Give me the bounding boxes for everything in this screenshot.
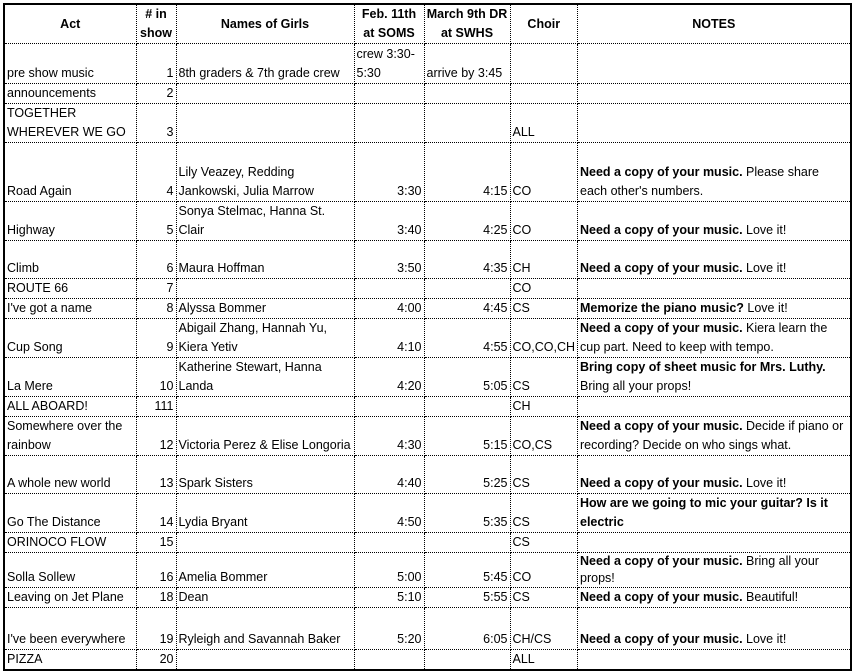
cell-names[interactable]	[176, 650, 354, 671]
cell-notes[interactable]	[578, 44, 851, 84]
cell-notes[interactable]	[578, 358, 851, 397]
cell-feb[interactable]	[354, 533, 424, 553]
cell-notes[interactable]	[578, 241, 851, 279]
cell-act[interactable]: PIZZA	[4, 650, 136, 671]
cell-num[interactable]: 16	[136, 553, 176, 588]
cell-march[interactable]	[424, 279, 510, 299]
table-row	[4, 319, 851, 358]
cell-notes[interactable]	[578, 104, 851, 143]
cell-notes[interactable]	[578, 494, 851, 533]
notes-bold: Memorize the piano music?	[580, 301, 744, 315]
cell-notes[interactable]	[578, 417, 851, 456]
cell-act[interactable]: TOGETHER WHEREVER WE GO	[4, 104, 136, 143]
cell-act[interactable]: Go The Distance	[4, 494, 136, 533]
cell-feb[interactable]: 3:30	[354, 143, 424, 202]
cell-num[interactable]: 7	[136, 279, 176, 299]
cell-names[interactable]	[176, 104, 354, 143]
table-row	[4, 553, 851, 588]
cell-names[interactable]: Katherine Stewart, Hanna Landa	[176, 358, 354, 397]
cell-names[interactable]: Lydia Bryant	[176, 494, 354, 533]
cell-act[interactable]: Climb	[4, 241, 136, 279]
cell-march[interactable]: 4:55	[424, 319, 510, 358]
cell-names[interactable]: Lily Veazey, Redding Jankowski, Julia Marrow	[176, 143, 354, 202]
cell-num[interactable]: 3	[136, 104, 176, 143]
cell-names[interactable]	[176, 533, 354, 553]
cell-march[interactable]: 4:15	[424, 143, 510, 202]
cell-act[interactable]: A whole new world	[4, 456, 136, 494]
cell-notes[interactable]	[578, 84, 851, 104]
cell-names[interactable]: Abigail Zhang, Hannah Yu, Kiera Yetiv	[176, 319, 354, 358]
cell-notes[interactable]	[578, 533, 851, 553]
cell-choir[interactable]: CS	[510, 533, 578, 553]
cell-feb[interactable]: 5:20	[354, 608, 424, 650]
cell-names[interactable]: Victoria Perez & Elise Longoria	[176, 417, 354, 456]
cell-act[interactable]: Leaving on Jet Plane	[4, 588, 136, 608]
cell-num[interactable]: 15	[136, 533, 176, 553]
notes-bold: Need a copy of your music.	[580, 590, 743, 604]
cell-names[interactable]: 8th graders & 7th grade crew	[176, 44, 354, 84]
cell-march[interactable]	[424, 650, 510, 671]
notes-bold: Need a copy of your music.	[580, 261, 743, 275]
cell-num[interactable]: 13	[136, 456, 176, 494]
cell-feb[interactable]	[354, 84, 424, 104]
schedule-table	[3, 3, 852, 671]
cell-notes[interactable]	[578, 608, 851, 650]
cell-choir[interactable]: CS	[510, 456, 578, 494]
cell-act[interactable]: Cup Song	[4, 319, 136, 358]
notes-bold: Need a copy of your music.	[580, 223, 743, 237]
cell-notes[interactable]	[578, 588, 851, 608]
cell-notes[interactable]	[578, 202, 851, 241]
notes-bold: Need a copy of your music.	[580, 632, 743, 646]
cell-march[interactable]	[424, 533, 510, 553]
cell-names[interactable]: Dean	[176, 588, 354, 608]
cell-march[interactable]	[424, 104, 510, 143]
cell-num[interactable]: 10	[136, 358, 176, 397]
cell-act[interactable]: Somewhere over the rainbow	[4, 417, 136, 456]
table-row	[4, 84, 851, 104]
cell-feb[interactable]: 4:10	[354, 319, 424, 358]
cell-feb[interactable]: 3:50	[354, 241, 424, 279]
cell-names[interactable]	[176, 397, 354, 417]
cell-feb[interactable]: 5:00	[354, 553, 424, 588]
cell-num[interactable]: 12	[136, 417, 176, 456]
header-row	[4, 4, 851, 44]
notes-bold: Need a copy of your music.	[580, 165, 743, 179]
cell-choir[interactable]: CS	[510, 358, 578, 397]
cell-march[interactable]	[424, 397, 510, 417]
cell-feb[interactable]: 5:10	[354, 588, 424, 608]
cell-choir[interactable]: CH/CS	[510, 608, 578, 650]
table-row	[4, 456, 851, 494]
notes-text: Kiera learn the cup part. Need to keep with tempo.	[580, 321, 828, 354]
cell-num[interactable]: 18	[136, 588, 176, 608]
cell-choir[interactable]: ALL	[510, 104, 578, 143]
cell-notes[interactable]	[578, 650, 851, 671]
cell-act[interactable]: La Mere	[4, 358, 136, 397]
cell-act[interactable]: ALL ABOARD!	[4, 397, 136, 417]
notes-bold: How are we going to mic your guitar? Is it electric	[580, 496, 828, 529]
notes-bold: Bring copy of sheet music for Mrs. Luthy.	[580, 360, 826, 374]
cell-num[interactable]: 8	[136, 299, 176, 319]
cell-choir[interactable]: CO	[510, 143, 578, 202]
header-num-in-show[interactable]: # in show	[136, 4, 176, 44]
header-choir[interactable]: Choir	[510, 4, 578, 44]
cell-num[interactable]: 4	[136, 143, 176, 202]
table-row	[4, 588, 851, 608]
cell-act[interactable]: ORINOCO FLOW	[4, 533, 136, 553]
cell-march[interactable]: 4:35	[424, 241, 510, 279]
notes-bold: Need a copy of your music.	[580, 476, 743, 490]
cell-notes[interactable]	[578, 279, 851, 299]
cell-feb[interactable]: 4:40	[354, 456, 424, 494]
cell-names[interactable]: Alyssa Bommer	[176, 299, 354, 319]
cell-notes[interactable]	[578, 397, 851, 417]
notes-text: Love it!	[743, 301, 788, 315]
header-march-9th[interactable]: March 9th DR at SWHS	[424, 4, 510, 44]
table-row	[4, 494, 851, 533]
cell-choir[interactable]: CH	[510, 397, 578, 417]
cell-notes[interactable]	[578, 299, 851, 319]
cell-names[interactable]: Maura Hoffman	[176, 241, 354, 279]
notes-text: Bring all your props!	[580, 379, 692, 393]
table-row	[4, 202, 851, 241]
cell-act[interactable]: I've got a name	[4, 299, 136, 319]
cell-choir[interactable]: CS	[510, 494, 578, 533]
cell-march[interactable]: 5:25	[424, 456, 510, 494]
cell-march[interactable]: arrive by 3:45	[424, 44, 510, 84]
cell-num[interactable]: 20	[136, 650, 176, 671]
cell-march[interactable]: 4:45	[424, 299, 510, 319]
notes-text: Decide if piano or recording? Decide on who sings what.	[580, 419, 844, 452]
table-row	[4, 279, 851, 299]
cell-num[interactable]: 1	[136, 44, 176, 84]
cell-march[interactable]: 5:15	[424, 417, 510, 456]
cell-num[interactable]: 111	[136, 397, 176, 417]
cell-names[interactable]: Ryleigh and Savannah Baker	[176, 608, 354, 650]
cell-notes[interactable]	[578, 553, 851, 588]
cell-act[interactable]: pre show music	[4, 44, 136, 84]
cell-choir[interactable]: CO	[510, 553, 578, 588]
table-row	[4, 143, 851, 202]
cell-num[interactable]: 9	[136, 319, 176, 358]
cell-num[interactable]: 6	[136, 241, 176, 279]
cell-names[interactable]: Amelia Bommer	[176, 553, 354, 588]
cell-names[interactable]: Spark Sisters	[176, 456, 354, 494]
cell-notes[interactable]	[578, 143, 851, 202]
header-names-of-girls[interactable]: Names of Girls	[176, 4, 354, 44]
cell-choir[interactable]: CO	[510, 202, 578, 241]
cell-march[interactable]: 5:55	[424, 588, 510, 608]
cell-march[interactable]: 4:25	[424, 202, 510, 241]
cell-feb[interactable]: 3:40	[354, 202, 424, 241]
notes-text: Beautiful!	[742, 590, 799, 604]
table-row	[4, 533, 851, 553]
header-notes[interactable]: NOTES	[578, 4, 851, 44]
cell-feb[interactable]: 4:00	[354, 299, 424, 319]
table-row	[4, 104, 851, 143]
cell-choir[interactable]	[510, 44, 578, 84]
cell-feb[interactable]: 4:50	[354, 494, 424, 533]
cell-names[interactable]: Sonya Stelmac, Hanna St. Clair	[176, 202, 354, 241]
cell-choir[interactable]: CS	[510, 299, 578, 319]
notes-text: Bring all your props!	[580, 554, 819, 585]
cell-feb[interactable]: 4:30	[354, 417, 424, 456]
notes-text: Love it!	[742, 476, 787, 490]
notes-text: Love it!	[742, 632, 787, 646]
cell-feb[interactable]	[354, 279, 424, 299]
cell-act[interactable]: Road Again	[4, 143, 136, 202]
cell-notes[interactable]	[578, 456, 851, 494]
cell-choir[interactable]	[510, 84, 578, 104]
notes-bold: Need a copy of your music.	[580, 554, 743, 568]
notes-bold: Need a copy of your music.	[580, 419, 743, 433]
cell-march[interactable]: 5:05	[424, 358, 510, 397]
cell-act[interactable]: ROUTE 66	[4, 279, 136, 299]
cell-num[interactable]: 19	[136, 608, 176, 650]
cell-act[interactable]: I've been everywhere	[4, 608, 136, 650]
cell-choir[interactable]: CH	[510, 241, 578, 279]
header-act[interactable]: Act	[4, 4, 136, 44]
cell-feb[interactable]	[354, 104, 424, 143]
cell-num[interactable]: 2	[136, 84, 176, 104]
cell-names[interactable]	[176, 84, 354, 104]
cell-march[interactable]	[424, 84, 510, 104]
notes-text: Love it!	[742, 223, 787, 237]
cell-choir[interactable]: CO,CS	[510, 417, 578, 456]
cell-feb[interactable]	[354, 397, 424, 417]
table-row	[4, 241, 851, 279]
cell-num[interactable]: 5	[136, 202, 176, 241]
table-row	[4, 650, 851, 671]
cell-act[interactable]: announcements	[4, 84, 136, 104]
cell-feb[interactable]: crew 3:30-5:30	[354, 44, 424, 84]
cell-names[interactable]	[176, 279, 354, 299]
cell-choir[interactable]: CO	[510, 279, 578, 299]
table-row	[4, 44, 851, 84]
table-row	[4, 397, 851, 417]
cell-num[interactable]: 14	[136, 494, 176, 533]
notes-text: Love it!	[742, 261, 787, 275]
table-row	[4, 417, 851, 456]
cell-choir[interactable]: ALL	[510, 650, 578, 671]
table-row	[4, 608, 851, 650]
notes-text: Please share each other's numbers.	[580, 165, 819, 198]
table-row	[4, 299, 851, 319]
cell-notes[interactable]	[578, 319, 851, 358]
cell-march[interactable]: 5:45	[424, 553, 510, 588]
cell-feb[interactable]: 4:20	[354, 358, 424, 397]
cell-act[interactable]: Solla Sollew	[4, 553, 136, 588]
cell-choir[interactable]: CO,CO,CH	[510, 319, 578, 358]
header-feb-11th[interactable]: Feb. 11th at SOMS	[354, 4, 424, 44]
cell-feb[interactable]	[354, 650, 424, 671]
cell-act[interactable]: Highway	[4, 202, 136, 241]
notes-bold: Need a copy of your music.	[580, 321, 743, 335]
cell-march[interactable]: 6:05	[424, 608, 510, 650]
cell-march[interactable]: 5:35	[424, 494, 510, 533]
cell-choir[interactable]: CS	[510, 588, 578, 608]
table-row	[4, 358, 851, 397]
